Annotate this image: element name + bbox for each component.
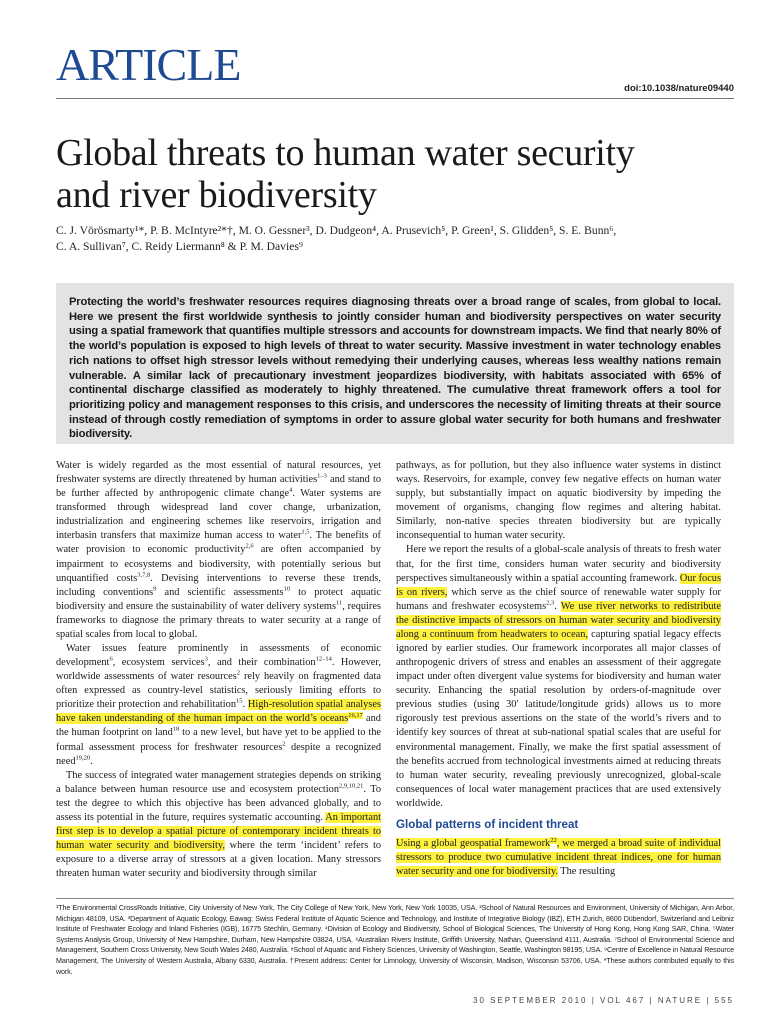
section-heading: Global patterns of incident threat <box>396 817 579 831</box>
left-paragraph-3: The success of integrated water management strategies depends on striking a balance between human resource use and ecosystem protection$^{2,9,10,21}$. To test the degree to which this objective has been advanced globally, and to assess its potential in the future, requires systematic accounting. An important first step is to develop a spatial picture of contemporary incident threats to human water security and biodiversity, where the term ‘incident’ refers to exposure to a diverse array of stressors at a given location. Many stressors threaten human water security and biodiversity through similar <box>56 769 381 880</box>
article-type-label: ARTICLE <box>56 39 241 90</box>
left-paragraph-2: Water issues feature prominently in assessments of economic development$^6$, ecosystem services$^3$, and their combination$^{12-14}$. However, worldwide assessments of water resources$^2$ rely heavily on fragmented data often expressed as country-level statistics, seriously limiting efforts to prioritize their protection and rehabilitation$^{15}$. High-resolution spatial analyses have taken understanding of the human impact on the world’s oceans$^{16,17}$ and the human footprint on land$^{18}$ to a new level, but have yet to be applied to the formal assessment process for freshwater resources$^2$ despite a recognized need$^{19,20}$. <box>56 643 382 767</box>
abstract-box <box>56 283 734 444</box>
right-paragraph-3: Using a global geospatial framework$^{22}$, we merged a broad suite of individual stressors to produce two cumulative incident threat indices, one for human water security and one for biodiversity. The resulting <box>396 836 721 878</box>
highlight-first-step: An important first step is to develop a spatial picture of contemporary incident threats to human water security and biodiversity, <box>56 811 381 852</box>
affiliations: ¹The Environmental CrossRoads Initiative, City University of New York, The City College of New York, New York, New York 10035, USA. ²School of Natural Resources and Environment, University of Michigan, Ann Arbor, Michigan 48109, USA. ³Department of Aquatic Ecology, Eawag: Swiss Federal Institute of Aquatic Science and Technology, and Institute of Integrative Biology (IBZ), ETH Zurich, 8600 Dübendorf, Switzerland and Leibniz Institute of Freshwater Ecology and Inland Fisheries (IGB), 16775 Stechlin, Germany. ⁴Division of Ecology and Biodiversity, School of Biological Sciences, The University of Hong Kong, Hong Kong SAR, China. ⁵Water Systems Analysis Group, University of New Hampshire, Durham, New Hampshire 03824, USA. ⁶Australian Rivers Institute, Griffith University, Nathan, Queensland 4111, Australia. ⁷School of Environmental Science and Management, Southern Cross University, New South Wales 2480, Australia. ⁸School of Aquatic and Fishery Sciences, University of Washington, Seattle, Washington 98195, USA. ⁹Centre of Excellence in Natural Resource Management, The University of Western Australia, Albany 6330, Australia. †Present address: Center for Limnology, University of Wisconsin, Madison, Wisconsin 53706, USA. *These authors contributed equally to this work. <box>56 904 734 976</box>
page-footer: 30 SEPTEMBER 2010 | VOL 467 | NATURE | 555 <box>473 996 734 1005</box>
header-rule <box>56 98 734 99</box>
right-column <box>396 459 721 879</box>
title-line-1: Global threats to human water security <box>56 132 635 174</box>
highlight-focus-rivers: Our focus is on rivers, <box>396 572 721 598</box>
highlight-river-networks: We use river networks to redistribute the distinctive impacts of stressors on human water security and biodiversity along a continuum from headwaters to ocean, <box>396 600 722 640</box>
left-paragraph-1: Water is widely regarded as the most essential of natural resources, yet freshwater systems are directly threatened by human activities$^{1-3}$ and stand to be further affected by anthropogenic climate change$^4$. Water systems are transformed through widespread land cover change, urbanization, industrialization and engineering schemes like reservoirs, irrigation and interbasin transfers that maximize human access to water$^{1,5}$. The benefits of water provision to economic productivity$^{2,6}$ are often accompanied by impairment to ecosystems and biodiversity, with potentially serious but unquantified costs$^{3,7,8}$. Devising interventions to reverse these trends, including conventions$^9$ and scientific assessments$^{10}$ to protect aquatic biodiversity and ensure the sustainability of water delivery systems$^{11}$, requires frameworks to diagnose the primary threats to water security at a range of spatial scales from local to global. <box>56 460 381 640</box>
title-line-2: and river biodiversity <box>56 174 377 216</box>
left-column <box>56 459 381 881</box>
authors-line-1: C. J. Vörösmarty¹*, P. B. McIntyre²*†, M. O. Gessner³, D. Dudgeon⁴, A. Prusevich⁵, P. Green¹, S. Glidden⁵, S. E. Bunn⁶, <box>56 224 617 237</box>
right-paragraph-1: pathways, as for pollution, but they also influence water systems in distinct ways. Reservoirs, for example, convey few negative effects on human water supply, but substantially impact on aquatic biodiversity by impeding the movement of organisms, changing flow regimes and altering habitat. Similarly, non-native species threaten biodiversity but are typically inconsequential to human water security. <box>396 460 721 542</box>
abstract-text: Protecting the world’s freshwater resources requires diagnosing threats over a broad range of scales, from global to local. Here we present the first worldwide synthesis to jointly consider human and biodiversity perspectives on water security using a spatial framework that quantifies multiple stressors and accounts for downstream impacts. We find that nearly 80% of the world’s population is exposed to high levels of threat to water security. Massive investment in water technology enables rich nations to offset high stressor levels without remedying their underlying causes, whereas less wealthy nations remain vulnerable. A similar lack of precautionary investment jeopardizes biodiversity, with habitats associated with 65% of continental discharge classified as moderately to highly threatened. The cumulative threat framework offers a tool for prioritizing policy and management responses to this crisis, and underscores the necessity of limiting threats at their source instead of through costly remediation of symptoms in order to assure global water security for both humans and freshwater biodiversity. <box>69 296 721 441</box>
article-title <box>56 132 736 216</box>
author-list <box>56 223 736 255</box>
doi-text: doi:10.1038/nature09440 <box>624 83 734 94</box>
highlight-ocean-analyses: High-resolution spatial analyses have taken understanding of the human impact on the world’s oceans <box>56 699 381 725</box>
footnote-rule <box>56 898 734 899</box>
highlight-geospatial: Using a global geospatial framework <box>396 838 551 850</box>
authors-line-2: C. A. Sullivan⁷, C. Reidy Liermann⁸ & P. M. Davies⁹ <box>56 240 303 253</box>
right-paragraph-2: Here we report the results of a global-scale analysis of threats to fresh water that, for the first time, considers human water security and biodiversity perspectives simultaneously within a spatial accounting framework. Our focus is on rivers, which serve as the chief source of renewable water supply for humans and freshwater ecosystems$^{2,3}$. We use river networks to redistribute the distinctive impacts of stressors on human water security and biodiversity along a continuum from headwaters to ocean, capturing spatial legacy effects ignored by earlier studies. Our framework incorporates all major classes of anthropogenic drivers of stress and enables an assessment of their aggregate impact under often divergent value systems for biodiversity and human water security. Enhancing the spatial resolution by orders-of-magnitude over previous studies (using 30′ latitude/longitude grids) allows us to more rigorously test previous assertions on the state of the world’s rivers and to identify key sources of threat at sub-national spatial scales that are useful for environmental management. Finally, we make the first spatial assessment of the benefits accrued from technological investments aimed at reducing threats to human water security, revealing previously unrecognized, global-scale consequences of local water management practices that are used extensively worldwide. <box>396 544 722 809</box>
